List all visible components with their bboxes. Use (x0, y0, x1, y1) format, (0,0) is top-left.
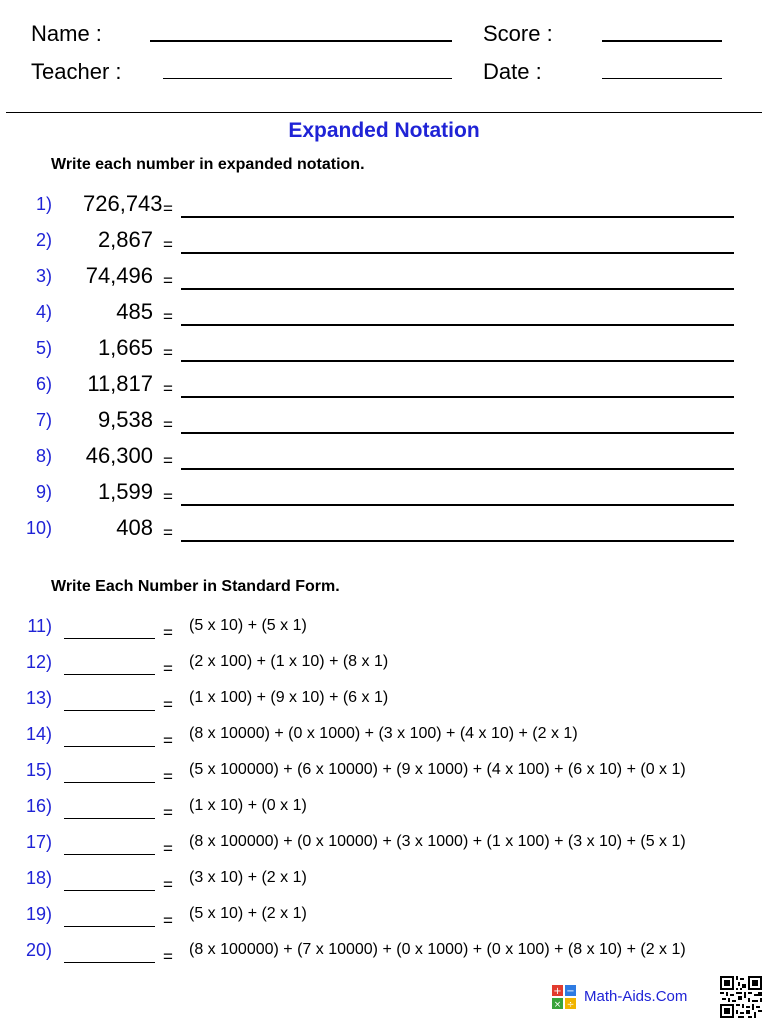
name-label: Name : (31, 21, 102, 46)
problem-number: 12) (25, 652, 52, 672)
answer-blank[interactable] (64, 962, 155, 963)
name-field[interactable] (150, 40, 452, 42)
answer-line[interactable] (181, 288, 734, 290)
problem-value: 1,599 (97, 479, 153, 504)
answer-line[interactable] (181, 432, 734, 434)
problem-value: 2,867 (97, 227, 153, 252)
equals-sign: = (163, 235, 173, 254)
expanded-expression: (1 x 10) + (0 x 1) (189, 797, 307, 814)
equals-sign: = (163, 199, 173, 218)
answer-blank[interactable] (64, 818, 155, 819)
problem-number: 1) (35, 194, 52, 214)
answer-line[interactable] (181, 324, 734, 326)
svg-text:−: − (566, 986, 575, 997)
expanded-expression: (8 x 100000) + (0 x 10000) + (3 x 1000) + (1 x 100) + (3 x 10) + (5 x 1) (189, 833, 686, 850)
date-label: Date : (483, 59, 542, 84)
answer-line[interactable] (181, 360, 734, 362)
teacher-field[interactable] (163, 78, 452, 79)
problem-value: 726,743 (83, 191, 163, 216)
problem-number: 9) (35, 482, 52, 502)
answer-line[interactable] (181, 540, 734, 542)
problem-value: 1,665 (97, 335, 153, 360)
problem-number: 17) (25, 832, 52, 852)
equals-sign: = (163, 659, 173, 678)
problem-number: 18) (25, 868, 52, 888)
header-divider (6, 112, 762, 113)
problem-number: 6) (35, 374, 52, 394)
problem-number: 11) (27, 616, 52, 636)
answer-line[interactable] (181, 216, 734, 218)
answer-line[interactable] (181, 504, 734, 506)
answer-line[interactable] (181, 252, 734, 254)
equals-sign: = (163, 911, 173, 930)
section1-instruction: Write each number in expanded notation. (51, 156, 365, 173)
site-link[interactable]: Math-Aids.Com (584, 988, 688, 1005)
expanded-expression: (2 x 100) + (1 x 10) + (8 x 1) (189, 653, 389, 670)
equals-sign: = (163, 803, 173, 822)
problem-number: 20) (25, 940, 52, 960)
equals-sign: = (163, 343, 173, 362)
problem-number: 19) (25, 904, 52, 924)
teacher-label: Teacher : (31, 59, 122, 84)
qr-code-icon (720, 976, 762, 1018)
answer-line[interactable] (181, 396, 734, 398)
svg-text:×: × (553, 1000, 562, 1009)
expanded-expression: (8 x 100000) + (7 x 10000) + (0 x 1000) + (0 x 100) + (8 x 10) + (2 x 1) (189, 941, 686, 958)
calculator-icon (552, 985, 576, 1009)
problem-number: 3) (35, 266, 52, 286)
problem-number: 2) (35, 230, 52, 250)
problem-value: 485 (116, 299, 153, 324)
answer-blank[interactable] (64, 854, 155, 855)
equals-sign: = (163, 731, 173, 750)
equals-sign: = (163, 487, 173, 506)
problem-number: 7) (35, 410, 52, 430)
equals-sign: = (163, 623, 173, 642)
expanded-expression: (8 x 10000) + (0 x 1000) + (3 x 100) + (4 x 10) + (2 x 1) (189, 725, 578, 742)
date-field[interactable] (602, 78, 722, 79)
answer-blank[interactable] (64, 710, 155, 711)
equals-sign: = (163, 271, 173, 290)
problem-number: 13) (25, 688, 52, 708)
expanded-expression: (5 x 10) + (5 x 1) (189, 617, 307, 634)
problem-value: 9,538 (97, 407, 153, 432)
problem-number: 8) (35, 446, 52, 466)
equals-sign: = (163, 947, 173, 966)
equals-sign: = (163, 379, 173, 398)
answer-blank[interactable] (64, 638, 155, 639)
expanded-expression: (3 x 10) + (2 x 1) (189, 869, 307, 886)
expanded-expression: (5 x 10) + (2 x 1) (189, 905, 307, 922)
answer-blank[interactable] (64, 674, 155, 675)
problem-number: 15) (25, 760, 52, 780)
svg-text:÷: ÷ (566, 1000, 575, 1009)
problem-number: 14) (25, 724, 52, 744)
equals-sign: = (163, 695, 173, 714)
answer-blank[interactable] (64, 746, 155, 747)
page-title: Expanded Notation (288, 119, 480, 142)
answer-line[interactable] (181, 468, 734, 470)
problem-value: 74,496 (85, 263, 153, 288)
answer-blank[interactable] (64, 890, 155, 891)
problem-value: 46,300 (85, 443, 153, 468)
equals-sign: = (163, 451, 173, 470)
equals-sign: = (163, 307, 173, 326)
score-field[interactable] (602, 40, 722, 42)
svg-text:+: + (553, 986, 562, 997)
equals-sign: = (163, 767, 173, 786)
expanded-expression: (1 x 100) + (9 x 10) + (6 x 1) (189, 689, 389, 706)
score-label: Score : (483, 21, 553, 46)
problem-number: 5) (35, 338, 52, 358)
equals-sign: = (163, 523, 173, 542)
equals-sign: = (163, 839, 173, 858)
answer-blank[interactable] (64, 926, 155, 927)
section2-instruction: Write Each Number in Standard Form. (51, 578, 340, 595)
answer-blank[interactable] (64, 782, 155, 783)
equals-sign: = (163, 875, 173, 894)
expanded-expression: (5 x 100000) + (6 x 10000) + (9 x 1000) + (4 x 100) + (6 x 10) + (0 x 1) (189, 761, 686, 778)
problem-value: 408 (116, 515, 153, 540)
problem-number: 16) (25, 796, 52, 816)
equals-sign: = (163, 415, 173, 434)
problem-number: 10) (25, 518, 52, 538)
problem-value: 11,817 (87, 371, 153, 396)
problem-number: 4) (35, 302, 52, 322)
